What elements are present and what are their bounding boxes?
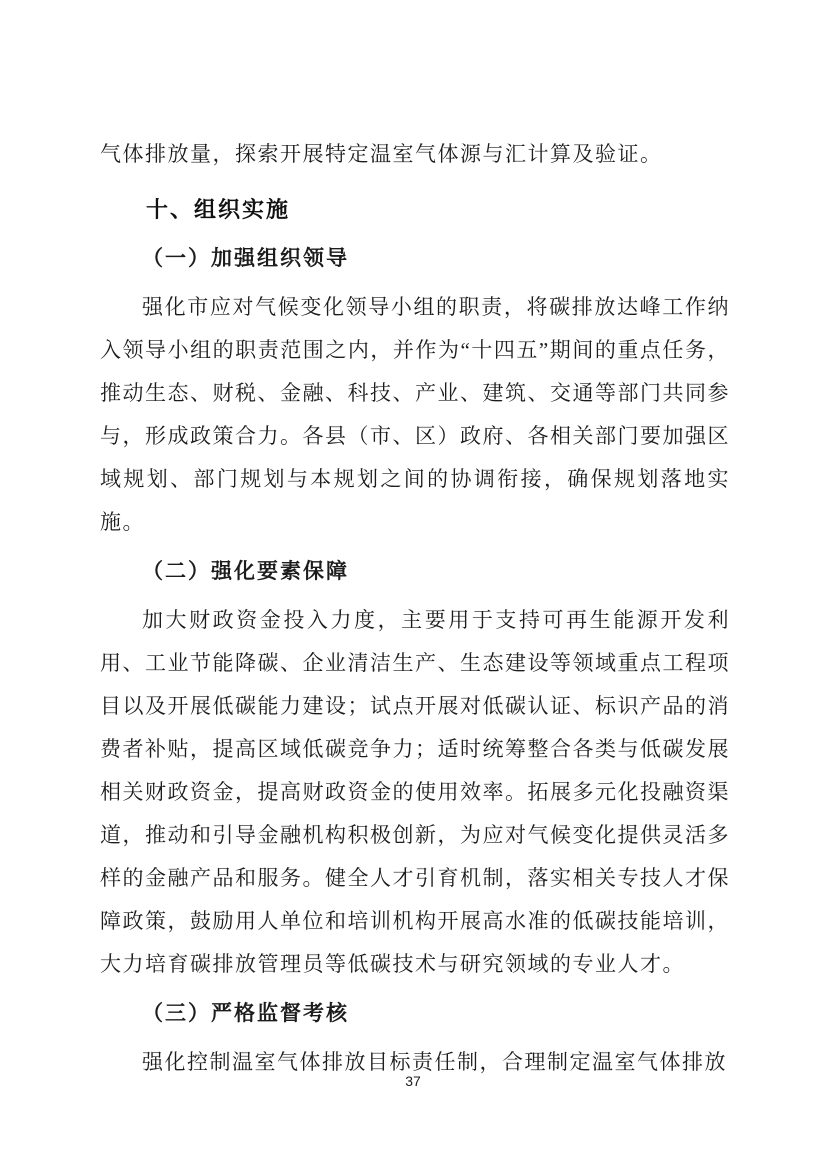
paragraph-1: 强化市应对气候变化领导小组的职责，将碳排放达峰工作纳入领导小组的职责范围之内，并作为“十四五”期间的重点任务，推动生态、财税、金融、科技、产业、建筑、交通等部门共同参与，形成政策合力。各县（市、区）政府、各相关部门要加强区域规划、部门规划与本规划之间的协调衔接，确保规划落地实施。 — [100, 295, 730, 534]
subsection-heading-3: （三）严格监督考核 — [142, 1001, 349, 1025]
paragraph-2: 加大财政资金投入力度，主要用于支持可再生能源开发利用、工业节能降碳、企业清洁生产、生态建设等领域重点工程项目以及开展低碳能力建设；试点开展对低碳认证、标识产品的消费者补贴，提高区域低碳竞争力；适时统筹整合各类与低碳发展相关财政资金，提高财政资金的使用效率。拓展多元化投融资渠道，推动和引导金融机构积极创新，为应对气候变化提供灵活多样的金融产品和服务。健全人才引育机制，落实相关专技人才保障政策，鼓励用人单位和培训机构开展高水准的低碳技能培训，大力培育碳排放管理员等低碳技术与研究领域的专业人才。 — [100, 608, 730, 976]
page-number: 37 — [405, 1073, 421, 1089]
subsection-heading-2: （二）强化要素保障 — [142, 559, 349, 583]
page-content — [100, 128, 730, 1089]
section-heading: 十、组织实施 — [146, 197, 291, 222]
subsection-heading-1: （一）加强组织领导 — [142, 246, 349, 270]
paragraph-continuation: 气体排放量，探索开展特定温室气体源与汇计算及验证。 — [100, 142, 663, 166]
paragraph-3: 强化控制温室气体排放目标责任制，合理制定温室气体排放 — [142, 1050, 727, 1074]
